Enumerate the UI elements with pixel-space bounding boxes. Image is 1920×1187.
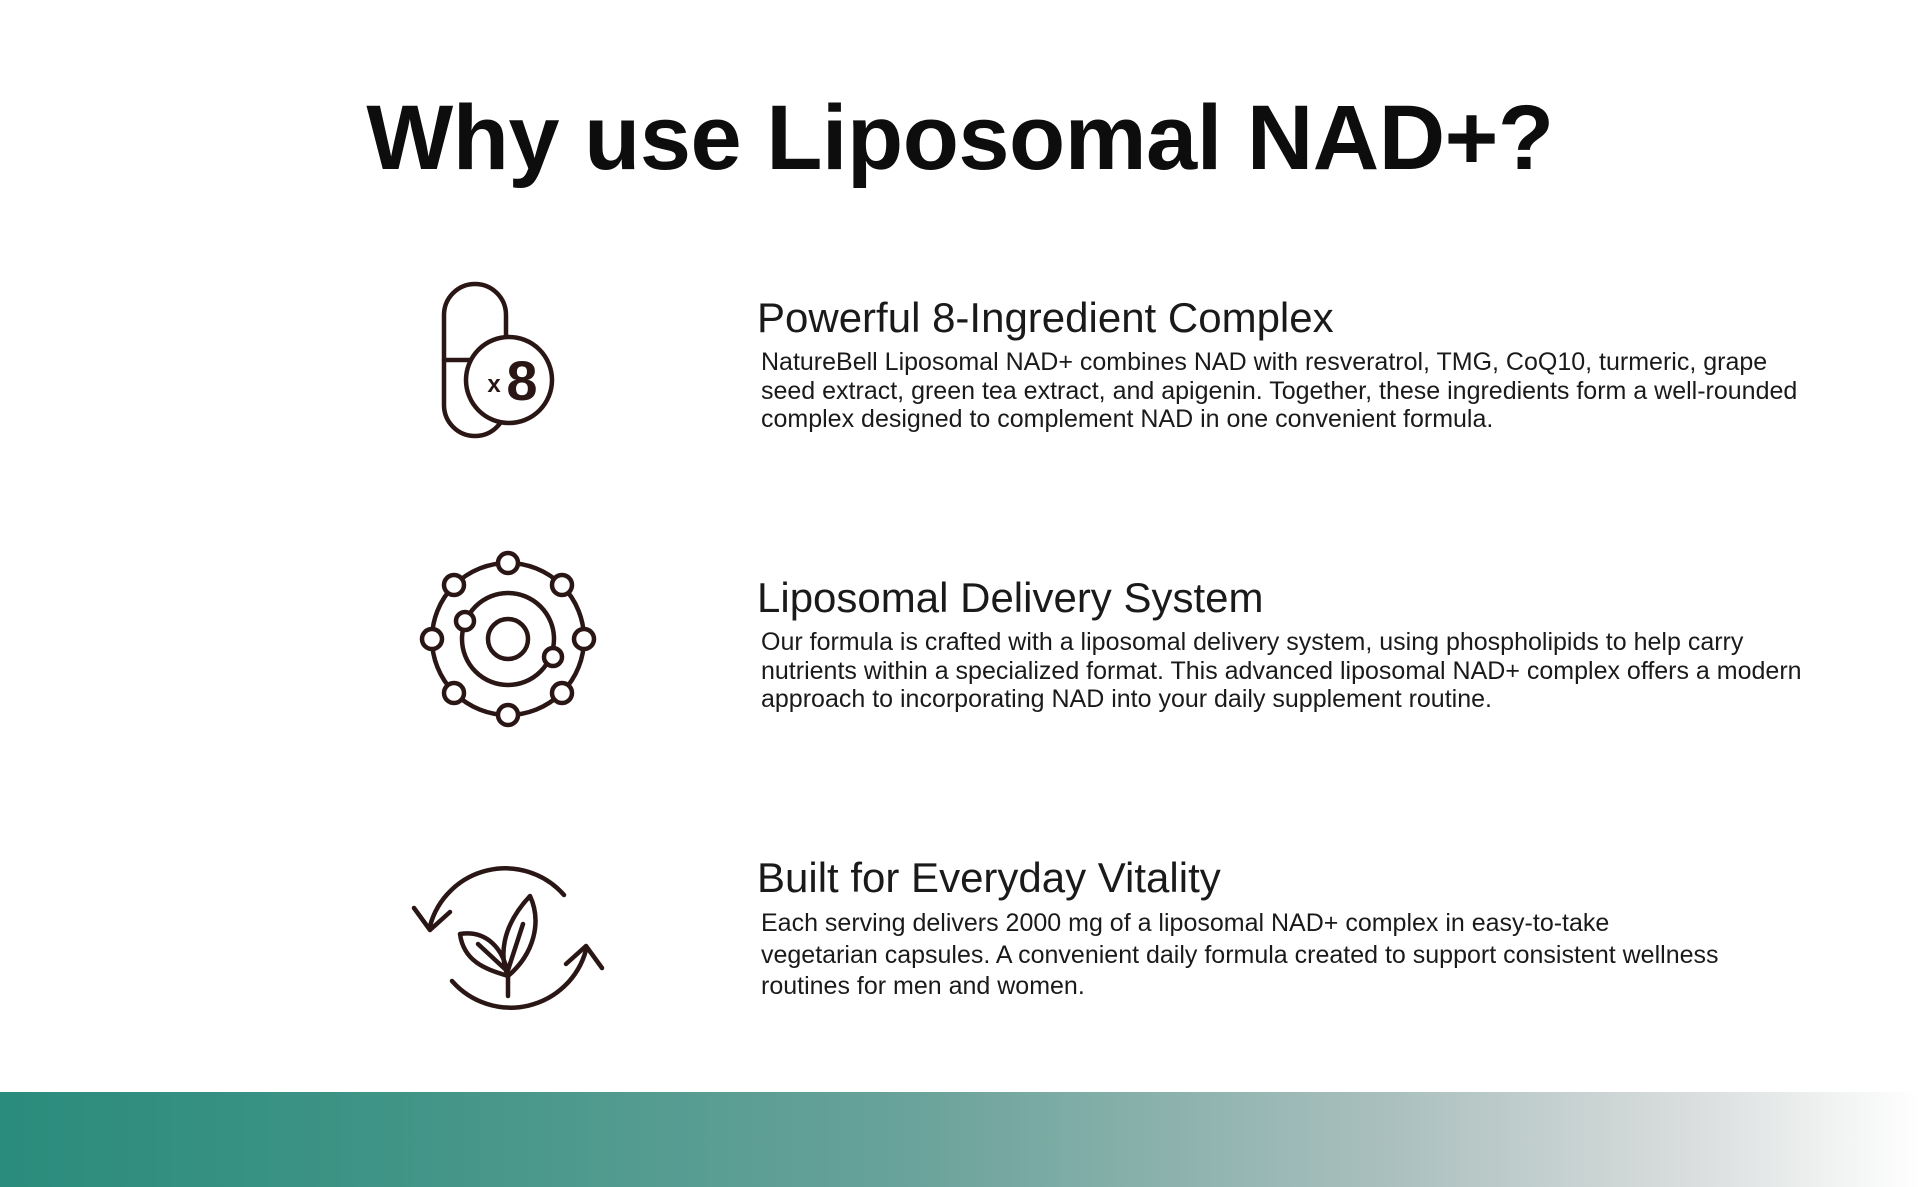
multiplier-number: 8 — [506, 349, 538, 412]
feature-heading: Powerful 8-Ingredient Complex — [757, 294, 1334, 341]
footer-gradient-band — [0, 1092, 1920, 1187]
feature-description: NatureBell Liposomal NAD+ combines NAD with resveratrol, TMG, CoQ10, turmeric, grape seed extract, green tea extract, and apigenin. Together, these ingredients form a well-rounded complex designed to complement NAD in one convenient formula. — [761, 348, 1798, 433]
feature-ingredient-complex — [757, 294, 1857, 434]
feature-description: Our formula is crafted with a liposomal delivery system, using phospholipids to help carry nutrients within a specialized format. This advanced liposomal NAD+ complex offers a modern approach to incorporating NAD into your daily supplement routine. — [761, 628, 1802, 713]
feature-everyday-vitality — [757, 854, 1857, 1003]
feature-description: Each serving delivers 2000 mg of a liposomal NAD+ complex in easy-to-take vegetarian capsules. A convenient daily formula created to support consistent wellness routines for men and women. — [761, 909, 1719, 1000]
feature-heading: Built for Everyday Vitality — [757, 854, 1221, 901]
liposome-molecule-icon — [408, 539, 608, 739]
feature-liposomal-delivery — [757, 574, 1857, 714]
capsule-x8-icon — [408, 272, 608, 472]
page-title: Why use Liposomal NAD+? — [366, 87, 1554, 189]
leaf-cycle-icon — [408, 838, 608, 1038]
feature-heading: Liposomal Delivery System — [757, 574, 1264, 621]
multiplier-prefix: x — [487, 371, 501, 398]
